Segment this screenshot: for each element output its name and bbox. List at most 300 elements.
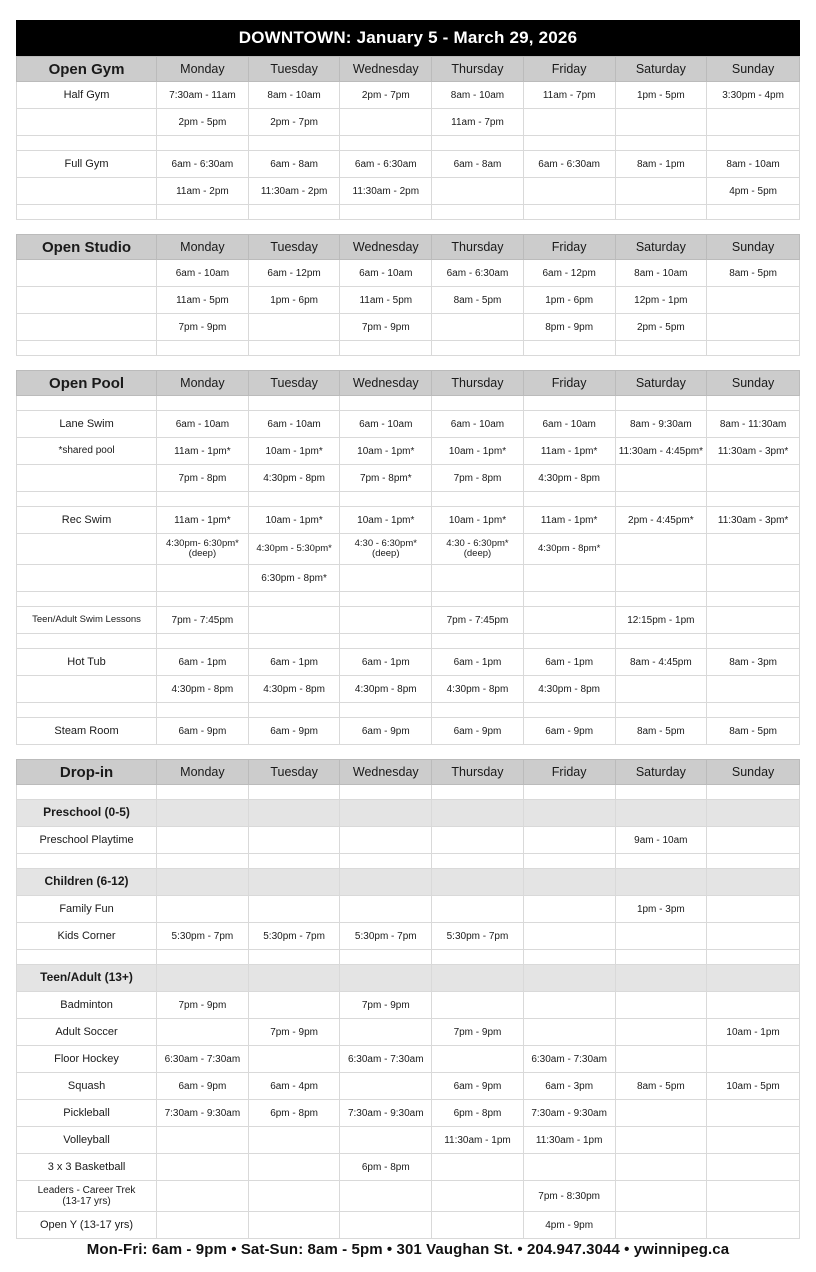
- day-header-tuesday: Tuesday: [248, 371, 340, 396]
- schedule-time-cell: 7pm - 8:30pm: [523, 1181, 615, 1212]
- schedule-time-cell: 7pm - 8pm: [432, 465, 524, 492]
- schedule-empty-cell: [157, 396, 249, 411]
- schedule-row: [17, 109, 800, 136]
- schedule-time-cell: 6am - 10am: [340, 260, 432, 287]
- schedule-empty-cell: [248, 703, 340, 718]
- schedule-empty-cell: [340, 854, 432, 869]
- row-label: Badminton: [17, 992, 157, 1019]
- schedule-empty-cell: [248, 992, 340, 1019]
- schedule-time-cell: 6am - 12pm: [248, 260, 340, 287]
- footer-info: Mon-Fri: 6am - 9pm • Sat-Sun: 8am - 5pm • 301 Vaughan St. • 204.947.3044 • ywinnipeg.ca: [86, 1241, 730, 1258]
- schedule-empty-cell: [432, 1181, 524, 1212]
- section-title: Open Pool: [17, 371, 157, 396]
- schedule-empty-cell: [707, 965, 800, 992]
- row-label-empty: [17, 396, 157, 411]
- day-header-saturday: Saturday: [615, 371, 707, 396]
- schedule-time-cell: 6am - 10am: [248, 411, 340, 438]
- schedule-time-cell: 5:30pm - 7pm: [157, 923, 249, 950]
- schedule-empty-cell: [432, 827, 524, 854]
- schedule-empty-cell: [248, 341, 340, 356]
- schedule-empty-cell: [432, 950, 524, 965]
- schedule-empty-cell: [340, 634, 432, 649]
- schedule-time-cell: 1pm - 5pm: [615, 82, 707, 109]
- schedule-empty-cell: [432, 396, 524, 411]
- schedule-empty-cell: [432, 314, 524, 341]
- day-header-tuesday: Tuesday: [248, 760, 340, 785]
- schedule-empty-cell: [707, 950, 800, 965]
- schedule-empty-cell: [523, 109, 615, 136]
- schedule-empty-cell: [707, 136, 800, 151]
- schedule-empty-cell: [707, 465, 800, 492]
- schedule-time-cell: 8pm - 9pm: [523, 314, 615, 341]
- day-header-thursday: Thursday: [432, 760, 524, 785]
- row-label-empty: [17, 465, 157, 492]
- schedule-empty-cell: [340, 341, 432, 356]
- schedule-time-cell: 7:30am - 9:30am: [523, 1100, 615, 1127]
- schedule-empty-cell: [707, 109, 800, 136]
- schedule-time-cell: 6am - 6:30am: [523, 151, 615, 178]
- schedule-empty-cell: [523, 178, 615, 205]
- row-label: *shared pool: [17, 438, 157, 465]
- schedule-time-cell: 2pm - 5pm: [157, 109, 249, 136]
- schedule-empty-cell: [432, 205, 524, 220]
- schedule-row: [17, 465, 800, 492]
- schedule-time-cell: 11am - 1pm*: [157, 438, 249, 465]
- schedule-time-cell: 6am - 6:30am: [432, 260, 524, 287]
- schedule-time-cell: 1pm - 3pm: [615, 896, 707, 923]
- schedule-empty-cell: [615, 492, 707, 507]
- row-label: Teen/Adult (13+): [17, 965, 157, 992]
- schedule-row: [17, 411, 800, 438]
- schedule-time-cell: 6:30am - 7:30am: [157, 1046, 249, 1073]
- schedule-time-cell: 6:30am - 7:30am: [340, 1046, 432, 1073]
- row-label: Steam Room: [17, 718, 157, 745]
- schedule-time-cell: 7pm - 9pm: [340, 992, 432, 1019]
- schedule-time-cell: 11am - 5pm: [157, 287, 249, 314]
- schedule-time-cell: 4:30 - 6:30pm* (deep): [340, 534, 432, 565]
- schedule-empty-cell: [707, 992, 800, 1019]
- row-label-empty: [17, 178, 157, 205]
- schedule-empty-cell: [707, 396, 800, 411]
- schedule-time-cell: 12:15pm - 1pm: [615, 607, 707, 634]
- schedule-empty-cell: [157, 634, 249, 649]
- spacer-row: [17, 854, 800, 869]
- schedule-empty-cell: [340, 396, 432, 411]
- row-label: Leaders - Career Trek (13-17 yrs): [17, 1181, 157, 1212]
- day-header-sunday: Sunday: [707, 235, 800, 260]
- schedule-time-cell: 10am - 1pm*: [340, 507, 432, 534]
- schedule-empty-cell: [707, 800, 800, 827]
- schedule-empty-cell: [248, 136, 340, 151]
- schedule-time-cell: 11:30am - 4:45pm*: [615, 438, 707, 465]
- schedule-time-cell: 4pm - 5pm: [707, 178, 800, 205]
- schedule-time-cell: 2pm - 7pm: [340, 82, 432, 109]
- schedule-time-cell: 6am - 9pm: [432, 1073, 524, 1100]
- schedule-row: [17, 923, 800, 950]
- schedule-time-cell: 5:30pm - 7pm: [432, 923, 524, 950]
- schedule-empty-cell: [615, 1127, 707, 1154]
- spacer-row: [17, 136, 800, 151]
- schedule-empty-cell: [432, 1154, 524, 1181]
- schedule-empty-cell: [615, 950, 707, 965]
- schedule-row: [17, 1154, 800, 1181]
- schedule-empty-cell: [157, 965, 249, 992]
- row-label: Rec Swim: [17, 507, 157, 534]
- schedule-time-cell: 7:30am - 9:30am: [157, 1100, 249, 1127]
- schedule-time-cell: 11am - 1pm*: [523, 438, 615, 465]
- schedule-row: [17, 438, 800, 465]
- schedule-time-cell: 6pm - 8pm: [432, 1100, 524, 1127]
- schedule-empty-cell: [432, 634, 524, 649]
- schedule-time-cell: 6am - 1pm: [248, 649, 340, 676]
- schedule-empty-cell: [615, 1181, 707, 1212]
- schedule-row: [17, 1127, 800, 1154]
- schedule-empty-cell: [432, 800, 524, 827]
- spacer-row: [17, 396, 800, 411]
- schedule-empty-cell: [707, 854, 800, 869]
- schedule-empty-cell: [707, 785, 800, 800]
- schedule-row: [17, 992, 800, 1019]
- section-title: Open Gym: [17, 57, 157, 82]
- schedule-time-cell: 6am - 10am: [157, 411, 249, 438]
- schedule-time-cell: 4:30pm - 8pm: [248, 465, 340, 492]
- schedule-time-cell: 11:30am - 3pm*: [707, 507, 800, 534]
- day-header-thursday: Thursday: [432, 235, 524, 260]
- schedule-time-cell: 6am - 9pm: [157, 1073, 249, 1100]
- schedule-empty-cell: [157, 869, 249, 896]
- spacer-row: [17, 634, 800, 649]
- schedule-row: [17, 718, 800, 745]
- schedule-empty-cell: [248, 800, 340, 827]
- schedule-empty-cell: [248, 950, 340, 965]
- row-label: Adult Soccer: [17, 1019, 157, 1046]
- schedule-empty-cell: [615, 205, 707, 220]
- schedule-empty-cell: [707, 1154, 800, 1181]
- day-header-wednesday: Wednesday: [340, 760, 432, 785]
- schedule-empty-cell: [248, 396, 340, 411]
- schedule-time-cell: 7pm - 9pm: [340, 314, 432, 341]
- schedule-empty-cell: [157, 1181, 249, 1212]
- row-label: Kids Corner: [17, 923, 157, 950]
- schedule-empty-cell: [248, 1154, 340, 1181]
- schedule-empty-cell: [340, 109, 432, 136]
- schedule-time-cell: 8am - 5pm: [615, 718, 707, 745]
- row-label-empty: [17, 492, 157, 507]
- schedule-empty-cell: [340, 592, 432, 607]
- row-label: Preschool (0-5): [17, 800, 157, 827]
- day-header-friday: Friday: [523, 235, 615, 260]
- schedule-empty-cell: [157, 592, 249, 607]
- schedule-time-cell: 7pm - 9pm: [157, 992, 249, 1019]
- schedule-row: [17, 82, 800, 109]
- schedule-empty-cell: [707, 827, 800, 854]
- spacer-row: [17, 785, 800, 800]
- day-header-row: [17, 235, 800, 260]
- schedule-empty-cell: [340, 950, 432, 965]
- schedule-empty-cell: [523, 869, 615, 896]
- schedule-time-cell: 6am - 10am: [523, 411, 615, 438]
- schedule-empty-cell: [615, 565, 707, 592]
- row-label: Full Gym: [17, 151, 157, 178]
- schedule-empty-cell: [248, 492, 340, 507]
- schedule-time-cell: 11:30am - 1pm: [523, 1127, 615, 1154]
- schedule-empty-cell: [340, 1212, 432, 1239]
- schedule-empty-cell: [707, 565, 800, 592]
- schedule-time-cell: 11:30am - 2pm: [340, 178, 432, 205]
- schedule-time-cell: 6am - 6:30am: [157, 151, 249, 178]
- row-label-empty: [17, 109, 157, 136]
- schedule-time-cell: 8am - 5pm: [432, 287, 524, 314]
- schedule-empty-cell: [615, 341, 707, 356]
- schedule-time-cell: 11am - 5pm: [340, 287, 432, 314]
- schedule-empty-cell: [523, 341, 615, 356]
- schedule-time-cell: 11am - 7pm: [432, 109, 524, 136]
- schedule-empty-cell: [615, 1019, 707, 1046]
- schedule-empty-cell: [523, 703, 615, 718]
- schedule-time-cell: 6am - 10am: [432, 411, 524, 438]
- schedule-time-cell: 6am - 6:30am: [340, 151, 432, 178]
- schedule-empty-cell: [615, 534, 707, 565]
- schedule-empty-cell: [157, 136, 249, 151]
- day-header-tuesday: Tuesday: [248, 235, 340, 260]
- schedule-empty-cell: [340, 1181, 432, 1212]
- row-label: Open Y (13-17 yrs): [17, 1212, 157, 1239]
- schedule-empty-cell: [523, 965, 615, 992]
- row-label: Family Fun: [17, 896, 157, 923]
- schedule-row: [17, 896, 800, 923]
- schedule-time-cell: 6am - 9pm: [432, 718, 524, 745]
- schedule-empty-cell: [157, 492, 249, 507]
- schedule-empty-cell: [707, 869, 800, 896]
- schedule-empty-cell: [340, 785, 432, 800]
- schedule-time-cell: 5:30pm - 7pm: [248, 923, 340, 950]
- row-label-empty: [17, 534, 157, 565]
- schedule-empty-cell: [157, 703, 249, 718]
- schedule-time-cell: 11am - 1pm*: [157, 507, 249, 534]
- row-label-empty: [17, 703, 157, 718]
- schedule-time-cell: 7pm - 8pm*: [340, 465, 432, 492]
- schedule-time-cell: 7pm - 9pm: [248, 1019, 340, 1046]
- schedule-empty-cell: [432, 896, 524, 923]
- schedule-row: [17, 607, 800, 634]
- schedule-empty-cell: [248, 854, 340, 869]
- schedule-empty-cell: [523, 396, 615, 411]
- schedule-time-cell: 7pm - 9pm: [432, 1019, 524, 1046]
- schedule-empty-cell: [615, 785, 707, 800]
- schedule-empty-cell: [615, 634, 707, 649]
- schedule-row: [17, 507, 800, 534]
- day-header-row: [17, 57, 800, 82]
- row-label-empty: [17, 854, 157, 869]
- schedule-time-cell: 10am - 5pm: [707, 1073, 800, 1100]
- schedule-empty-cell: [248, 205, 340, 220]
- schedule-empty-cell: [615, 854, 707, 869]
- schedule-empty-cell: [523, 800, 615, 827]
- schedule-time-cell: 10am - 1pm*: [432, 438, 524, 465]
- schedule-row: [17, 1046, 800, 1073]
- schedule-empty-cell: [157, 1154, 249, 1181]
- schedule-empty-cell: [432, 785, 524, 800]
- schedule-time-cell: 2pm - 7pm: [248, 109, 340, 136]
- schedule-empty-cell: [248, 827, 340, 854]
- day-header-tuesday: Tuesday: [248, 57, 340, 82]
- schedule-empty-cell: [707, 923, 800, 950]
- schedule-time-cell: 6am - 9pm: [340, 718, 432, 745]
- schedule-time-cell: 8am - 5pm: [707, 260, 800, 287]
- row-label: Teen/Adult Swim Lessons: [17, 607, 157, 634]
- section-gap: [16, 745, 800, 759]
- schedule-empty-cell: [615, 1100, 707, 1127]
- day-header-monday: Monday: [157, 760, 249, 785]
- schedule-empty-cell: [523, 992, 615, 1019]
- schedule-empty-cell: [340, 869, 432, 896]
- schedule-empty-cell: [615, 800, 707, 827]
- schedule-time-cell: 11:30am - 1pm: [432, 1127, 524, 1154]
- schedule-time-cell: 7pm - 7:45pm: [157, 607, 249, 634]
- category-subheader-row: [17, 869, 800, 896]
- schedule-empty-cell: [340, 1019, 432, 1046]
- schedule-empty-cell: [707, 287, 800, 314]
- schedule-empty-cell: [707, 1100, 800, 1127]
- row-label: Preschool Playtime: [17, 827, 157, 854]
- schedule-time-cell: 4:30pm - 5:30pm*: [248, 534, 340, 565]
- schedule-empty-cell: [615, 965, 707, 992]
- row-label-empty: [17, 205, 157, 220]
- day-header-thursday: Thursday: [432, 57, 524, 82]
- row-label: Volleyball: [17, 1127, 157, 1154]
- schedule-empty-cell: [157, 854, 249, 869]
- schedule-empty-cell: [157, 1127, 249, 1154]
- schedule-empty-cell: [340, 1127, 432, 1154]
- schedule-time-cell: 7:30am - 9:30am: [340, 1100, 432, 1127]
- schedule-empty-cell: [340, 136, 432, 151]
- schedule-empty-cell: [157, 1212, 249, 1239]
- schedule-empty-cell: [523, 896, 615, 923]
- schedule-empty-cell: [523, 634, 615, 649]
- schedule-empty-cell: [523, 205, 615, 220]
- section-table-open-studio: [16, 234, 800, 356]
- schedule-empty-cell: [615, 1212, 707, 1239]
- schedule-empty-cell: [707, 1127, 800, 1154]
- day-header-saturday: Saturday: [615, 57, 707, 82]
- day-header-sunday: Sunday: [707, 57, 800, 82]
- schedule-empty-cell: [523, 136, 615, 151]
- schedule-time-cell: 4:30pm - 8pm: [157, 676, 249, 703]
- row-label-empty: [17, 314, 157, 341]
- schedule-empty-cell: [615, 178, 707, 205]
- schedule-time-cell: 6am - 4pm: [248, 1073, 340, 1100]
- day-header-wednesday: Wednesday: [340, 57, 432, 82]
- schedule-time-cell: 8am - 9:30am: [615, 411, 707, 438]
- schedule-time-cell: 4:30pm - 8pm: [432, 676, 524, 703]
- schedule-time-cell: 7pm - 9pm: [157, 314, 249, 341]
- schedule-time-cell: 8am - 10am: [432, 82, 524, 109]
- schedule-time-cell: 3:30pm - 4pm: [707, 82, 800, 109]
- schedule-empty-cell: [707, 205, 800, 220]
- schedule-empty-cell: [432, 703, 524, 718]
- schedule-time-cell: 7:30am - 11am: [157, 82, 249, 109]
- schedule-empty-cell: [432, 854, 524, 869]
- schedule-empty-cell: [432, 965, 524, 992]
- schedule-time-cell: 2pm - 4:45pm*: [615, 507, 707, 534]
- schedule-time-cell: 6am - 12pm: [523, 260, 615, 287]
- schedule-time-cell: 8am - 10am: [248, 82, 340, 109]
- schedule-empty-cell: [432, 492, 524, 507]
- day-header-wednesday: Wednesday: [340, 371, 432, 396]
- schedule-empty-cell: [157, 205, 249, 220]
- schedule-empty-cell: [615, 592, 707, 607]
- schedule-time-cell: 6am - 1pm: [523, 649, 615, 676]
- page-title: DOWNTOWN: January 5 - March 29, 2026: [16, 20, 800, 56]
- schedule-empty-cell: [523, 950, 615, 965]
- schedule-empty-cell: [340, 565, 432, 592]
- category-subheader-row: [17, 965, 800, 992]
- schedule-time-cell: 6am - 8am: [432, 151, 524, 178]
- schedule-empty-cell: [432, 178, 524, 205]
- schedule-time-cell: 9am - 10am: [615, 827, 707, 854]
- day-header-monday: Monday: [157, 371, 249, 396]
- schedule-time-cell: 6am - 1pm: [340, 649, 432, 676]
- schedule-empty-cell: [523, 592, 615, 607]
- schedule-empty-cell: [157, 800, 249, 827]
- schedule-empty-cell: [615, 923, 707, 950]
- schedule-empty-cell: [615, 1046, 707, 1073]
- schedule-row: [17, 1181, 800, 1212]
- schedule-empty-cell: [432, 1212, 524, 1239]
- schedule-empty-cell: [615, 396, 707, 411]
- day-header-monday: Monday: [157, 235, 249, 260]
- schedule-empty-cell: [432, 992, 524, 1019]
- schedule-row: [17, 1019, 800, 1046]
- schedule-time-cell: 10am - 1pm*: [340, 438, 432, 465]
- schedule-empty-cell: [523, 923, 615, 950]
- row-label: Floor Hockey: [17, 1046, 157, 1073]
- schedule-empty-cell: [340, 205, 432, 220]
- row-label: Hot Tub: [17, 649, 157, 676]
- schedule-time-cell: 6am - 3pm: [523, 1073, 615, 1100]
- schedule-empty-cell: [248, 314, 340, 341]
- section-title: Open Studio: [17, 235, 157, 260]
- schedule-time-cell: 4:30pm - 8pm: [523, 676, 615, 703]
- schedule-time-cell: 6am - 8am: [248, 151, 340, 178]
- schedule-empty-cell: [157, 896, 249, 923]
- schedule-row: [17, 151, 800, 178]
- day-header-friday: Friday: [523, 760, 615, 785]
- schedule-empty-cell: [157, 341, 249, 356]
- day-header-row: [17, 371, 800, 396]
- schedule-time-cell: 8am - 11:30am: [707, 411, 800, 438]
- schedule-empty-cell: [157, 950, 249, 965]
- schedule-empty-cell: [248, 634, 340, 649]
- schedule-time-cell: 1pm - 6pm: [523, 287, 615, 314]
- schedule-empty-cell: [248, 1181, 340, 1212]
- row-label-empty: [17, 950, 157, 965]
- day-header-monday: Monday: [157, 57, 249, 82]
- schedule-empty-cell: [340, 703, 432, 718]
- schedule-empty-cell: [432, 341, 524, 356]
- schedule-row: [17, 1100, 800, 1127]
- schedule-row: [17, 178, 800, 205]
- schedule-row: [17, 1212, 800, 1239]
- schedule-time-cell: 4:30pm - 8pm: [523, 465, 615, 492]
- schedule-row: [17, 314, 800, 341]
- schedule-empty-cell: [707, 492, 800, 507]
- schedule-time-cell: 6:30am - 7:30am: [523, 1046, 615, 1073]
- schedule-sections: [16, 56, 800, 1239]
- schedule-empty-cell: [523, 565, 615, 592]
- schedule-empty-cell: [248, 869, 340, 896]
- row-label-empty: [17, 287, 157, 314]
